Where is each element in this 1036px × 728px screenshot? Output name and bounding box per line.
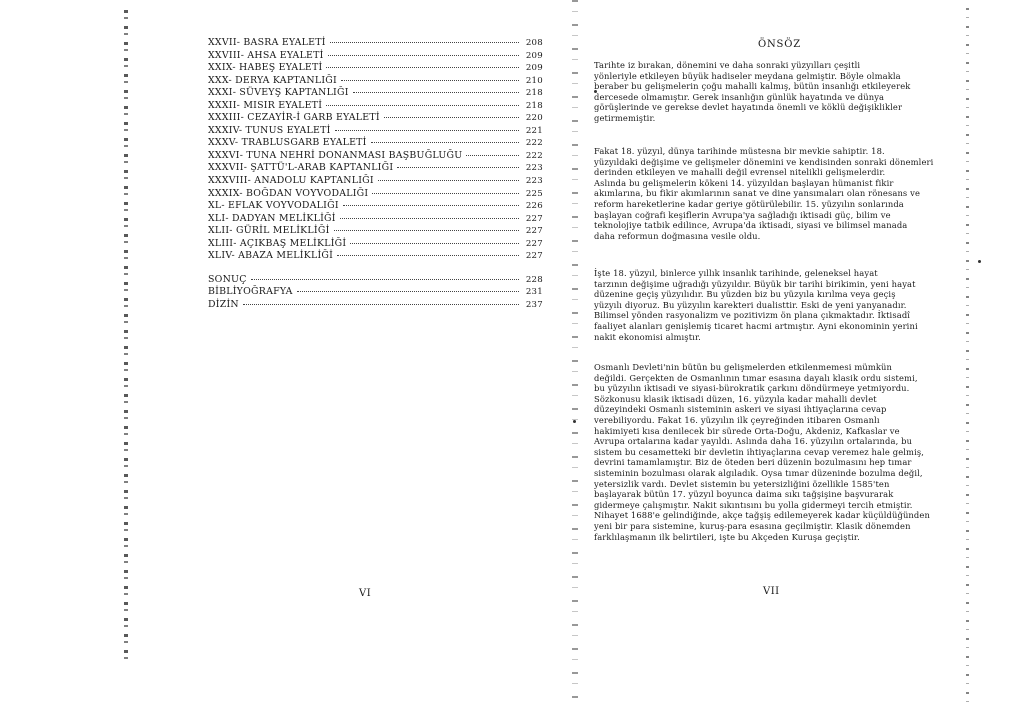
preface-title: ÖNSÖZ	[758, 39, 801, 50]
preface-line: Nihayet 1688'e gelindiğinde, akçe tağşiş edilemeyerek kadar küçüldüğünden	[594, 510, 930, 521]
toc-entry-title: XXXV- TRABLUSGARB EYALETİ	[208, 137, 367, 149]
toc-entry-page: 231	[525, 287, 543, 298]
toc-entry	[208, 225, 543, 238]
preface-line: dercesede olmamıştır. Gerek insanlığın günlük hayatında ve dünya	[594, 91, 885, 102]
scan-edge-left	[124, 10, 128, 660]
toc-entry	[208, 238, 543, 251]
toc-entry-page: 208	[525, 38, 543, 48]
toc-dot-leader	[334, 230, 519, 231]
toc-entry-page: 210	[525, 75, 543, 86]
toc-entry	[208, 137, 543, 150]
preface-line: Avrupa ortalarına kadar yayıldı. Aslında daha 16. yüzyılın ortalarında, bu	[594, 436, 913, 447]
toc-entry	[208, 162, 543, 175]
toc-dot-leader	[350, 243, 519, 244]
toc-entry-title: XXXIII- CEZAYİR-İ GARB EYALETİ	[208, 112, 380, 124]
preface-line: akımlarına, bu fikir akımlarının sanat ve dine yansımaları olan rönesans ve	[594, 188, 921, 199]
toc-entry	[208, 112, 543, 125]
toc-entry-title: SONUÇ	[208, 273, 247, 285]
toc-entry-title: XXXI- SÜVEYŞ KAPTANLIĞI	[208, 87, 349, 99]
toc-dot-leader	[243, 304, 519, 305]
toc-entry	[208, 299, 543, 312]
toc-dot-leader	[353, 92, 519, 93]
preface-line: verebiliyordu. Fakat 16. yüzyılın ilk çeyreğinden itibaren Osmanlı	[594, 414, 880, 425]
toc-entry-title: XLIII- AÇIKBAŞ MELİKLİĞİ	[208, 237, 347, 249]
toc-entry	[208, 213, 543, 226]
preface-line: yüzyılı diyoruz. Bu yüzyılın karekteri dualisttir. Eski de yeni yanyanadır.	[594, 299, 907, 310]
preface-line: düzeyindeki Osmanlı sisteminin askeri ve siyasi ihtiyaçlarına cevap	[594, 404, 887, 415]
toc-entry-page: 225	[525, 188, 543, 199]
toc-entry-page: 223	[525, 176, 543, 187]
toc-entry-page: 222	[525, 138, 543, 149]
toc-entry-title: XLI- DADYAN MELİKLİĞİ	[208, 212, 336, 224]
preface-line: yönleriyle etkileyen büyük hadiseler meydana gelmiştir. Böyle olmakla	[594, 70, 901, 81]
toc-entry	[208, 37, 543, 50]
toc-entry-title: XLIV- ABAZA MELİKLİĞİ	[208, 250, 334, 262]
table-of-contents	[208, 37, 543, 311]
toc-entry-title: XLII- GÜRİL MELİKLİĞİ	[208, 225, 330, 237]
toc-entry-title: XXXIX- BOĞDAN VOYVODALIĞI	[208, 187, 369, 199]
preface-line: bu yüzyılın iktisadi ve siyasi-bürokratik çarkını döndürmeye yetmiyordu.	[594, 383, 910, 394]
toc-entry-title: XXVII- BASRA EYALETİ	[208, 37, 326, 48]
toc-entry	[208, 100, 543, 113]
toc-entry-title: XXXVII- ŞATTÜ'L-ARAB KAPTANLIĞI	[208, 162, 394, 174]
toc-entry-title: XXXVI- TUNA NEHRİ DONANMASI BAŞBUĞLUĞU	[208, 149, 463, 161]
preface-line: yeni bir para sistemine, kuruş-para esasına geçilmiştir. Klasik dönemden	[594, 520, 911, 531]
preface-line: başlayarak bütün 17. yüzyıl boyunca daima sıkı tağşişine başvurarak	[594, 489, 894, 500]
toc-dot-leader	[337, 255, 519, 256]
toc-dot-leader	[335, 130, 519, 131]
toc-entry-title: XXXIV- TUNUS EYALETİ	[208, 124, 331, 136]
toc-entry-page: 226	[525, 201, 543, 212]
toc-entry	[208, 150, 543, 163]
toc-entry	[208, 200, 543, 213]
page-number-right: VII	[763, 586, 780, 597]
toc-entry	[208, 188, 543, 201]
preface-line: tarzının değişime uğradığı yüzyıldır. Büyük bir tarihi birikimin, yeni hayat	[594, 278, 916, 289]
preface-line: beraber bu gelişmelerin çoğu mahalli kalmış, bütün insanlığı etkileyerek	[594, 81, 911, 92]
toc-dot-leader	[326, 67, 519, 68]
toc-entry-title: BİBLİYOĞRAFYA	[208, 286, 293, 298]
book-gutter	[572, 0, 578, 700]
preface-line: görüşlerinde ve gerekse devlet hayatında önemli ve köklü değişiklikler	[594, 102, 903, 113]
toc-entry	[208, 286, 543, 299]
toc-dot-leader	[340, 218, 519, 219]
toc-dot-leader	[341, 80, 519, 81]
toc-dot-leader	[330, 42, 519, 43]
preface-line: yetersizlik vardı. Devlet sistemin bu yetersizliğini özellikle 1585'ten	[594, 478, 890, 489]
toc-entry-page: 227	[525, 213, 543, 224]
toc-entry-page: 228	[525, 274, 543, 285]
toc-entry	[208, 87, 543, 100]
preface-line: faaliyet alanları genişlemiş ticaret hacmi artmıştır. Ayni ekonominin yerini	[594, 320, 918, 331]
toc-entry-page: 223	[525, 163, 543, 174]
preface-line: teknolojiye tatbik edilince, Avrupa'da iktisadi, siyasi ve bilimsel manada	[594, 220, 908, 231]
toc-entry-title: XXIX- HABEŞ EYALETİ	[208, 62, 323, 74]
preface-line: derinden etkileyen ve mahalli değil evrensel nitelikli gelişmelerdir.	[594, 167, 886, 178]
toc-entry-title: XXX- DERYA KAPTANLIĞI	[208, 74, 337, 86]
preface-line: başlayan coğrafi keşiflerin Avrupa'ya sağladığı iktisadi güç, bilim ve	[594, 209, 891, 220]
toc-dot-leader	[372, 193, 519, 194]
toc-entry-title: XXXII- MISIR EYALETİ	[208, 99, 323, 111]
preface-line: devrini tamamlamıştır. Biz de öteden beri düzenin bozulmasını hep tımar	[594, 457, 912, 468]
toc-entry-title: DİZİN	[208, 298, 239, 310]
toc-entry-title: XXXVIII- ANADOLU KAPTANLIĞI	[208, 175, 374, 187]
preface-line: gidermeye çalışmıştır. Nakit sıkıntısını bu yolla gidermeyi tercih etmiştir.	[594, 499, 913, 510]
preface-line: farklılaşmanın ilk belirtileri, işte bu Akçeden Kuruşa geçiştir.	[594, 531, 860, 542]
page-number-left: VI	[359, 588, 372, 599]
preface-line: düzenine geçiş yüzyılıdır. Bu yüzden biz bu yüzyıla kırılma veya geçiş	[594, 289, 896, 300]
toc-dot-leader	[326, 105, 519, 106]
preface-line: Tarihte iz bırakan, dönemini ve daha sonraki yüzyılları çeşitli	[594, 60, 861, 70]
toc-dot-leader	[378, 180, 519, 181]
scan-speck	[978, 260, 981, 263]
preface-line: değildi. Gerçekten de Osmanlının tımar esasına dayalı klasik ordu sistemi,	[594, 372, 918, 383]
preface-line: Sözkonusu klasik iktisadi düzen, 16. yüzyıla kadar mahalli devlet	[594, 393, 877, 404]
preface-line: Fakat 18. yüzyıl, dünya tarihinde müstesna bir mevkie sahiptir. 18.	[594, 146, 885, 156]
toc-dot-leader	[384, 117, 519, 118]
toc-entry-page: 209	[525, 50, 543, 61]
preface-line: daha reformun doğmasına vesile oldu.	[594, 230, 761, 241]
scan-speck	[573, 420, 576, 423]
toc-entry-page: 218	[525, 88, 543, 99]
preface-line: yüzyıldaki değişime ve gelişmeler dönemini ve kendisinden sonraki dönemleri	[594, 156, 934, 167]
preface-line: İşte 18. yüzyıl, binlerce yıllık insanlık tarihinde, geleneksel hayat	[594, 268, 878, 278]
preface-line: reform hareketlerine kadar geriye götürülebilir. 15. yüzyılın sonlarında	[594, 198, 904, 209]
preface-line: nakit ekonomisi almıştır.	[594, 331, 701, 342]
toc-dot-leader	[466, 155, 519, 156]
toc-entry	[208, 62, 543, 75]
toc-entry-page: 237	[525, 299, 543, 310]
toc-entry-page: 218	[525, 100, 543, 111]
toc-dot-leader	[251, 279, 519, 280]
preface-paragraph	[594, 362, 976, 542]
preface-line: hakimiyeti kısa denilecek bir sürede Orta-Doğu, Akdeniz, Kafkaslar ve	[594, 425, 900, 436]
toc-entry	[208, 250, 543, 263]
toc-entry	[208, 274, 543, 287]
toc-entry-title: XXVIII- AHSA EYALETİ	[208, 49, 324, 61]
toc-entry-page: 221	[525, 125, 543, 136]
toc-entry	[208, 175, 543, 188]
toc-entry	[208, 50, 543, 63]
preface-line: Osmanlı Devleti'nin bütün bu gelişmelerden etkilenmemesi mümkün	[594, 362, 893, 372]
toc-dot-leader	[297, 291, 519, 292]
toc-dot-leader	[328, 55, 519, 56]
toc-entry	[208, 125, 543, 138]
preface-line: sistem bu cesametteki bir devletin ihtiyaçlarına cevap veremez hale gelmiş,	[594, 446, 925, 457]
toc-dot-leader	[371, 142, 519, 143]
toc-entry-page: 222	[525, 150, 543, 161]
toc-entry-page: 227	[525, 226, 543, 237]
toc-entry-page: 227	[525, 238, 543, 249]
toc-spacer	[208, 263, 543, 274]
preface-line: getirmemiştir.	[594, 112, 656, 123]
toc-dot-leader	[343, 205, 519, 206]
preface-paragraph	[594, 60, 976, 124]
preface-line: sisteminin bozulması olarak algıladık. Oysa tımar düzeninde bozulma değil,	[594, 467, 923, 478]
preface-line: Aslında bu gelişmelerin kökeni 14. yüzyıldan başlayan hümanist fikir	[594, 177, 894, 188]
preface-paragraph	[594, 146, 976, 241]
preface-paragraph	[594, 268, 976, 342]
toc-entry-page: 220	[525, 113, 543, 124]
toc-entry	[208, 75, 543, 88]
toc-dot-leader	[397, 167, 519, 168]
toc-entry-page: 209	[525, 63, 543, 74]
preface-line: Bilimsel yönden rasyonalizm ve pozitivizm ön plana çıkmaktadır. İktisadî	[594, 310, 911, 321]
toc-entry-page: 227	[525, 251, 543, 262]
toc-entry-title: XL- EFLAK VOYVODALIĞI	[208, 200, 339, 212]
